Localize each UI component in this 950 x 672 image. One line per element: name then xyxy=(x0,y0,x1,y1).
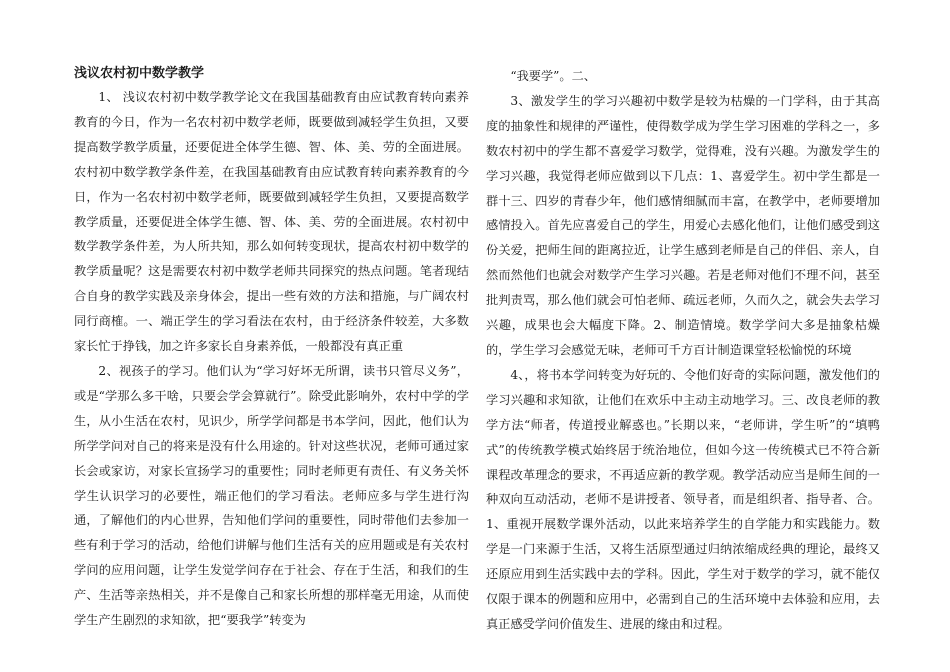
document-title: 浅议农村初中数学教学 xyxy=(74,66,205,81)
left-column xyxy=(74,64,469,633)
paragraph-3: 3、激发学生的学习兴趣初中数学是较为枯燥的一门学科，由于其高度的抽象性和规律的严谨性，使得数学成为学生学习困难的学科之一，多数农村初中的学生都不喜爱学习数学，觉得难，没有兴趣。为激发学生的学习兴趣，我觉得老师应做到以下几点：1、喜爱学生。初中学生都是一群十三、四岁的青春少年，他们感情细腻而丰富，在教学中，老师要增加感情投入。首先应喜爱自己的学生，用爱心去感化他们，让他们感受到这份关爱，把师生间的距离拉近，让学生感到老师是自己的伴侣、亲人，自然而然他们也就会对数学产生学习兴趣。若是老师对他们不理不问，甚至批判责骂，那么他们就会可怕老师、疏远老师，久而久之，就会失去学习兴趣，成果也会大幅度下降。2、制造情境。数学学问大多是抽象枯燥的，学生学习会感觉无味，老师可千方百计制造课堂轻松愉悦的环境 xyxy=(486,93,880,357)
paragraph-2: 2、视孩子的学习。他们认为“学习好坏无所谓，读书只管尽义务”，或是“学那么多干啥，只要会学会算就行”。除受此影响外，农村中学的学生，从小生活在农村，见识少，所学学问都是书本学问，因此，他们认为所学学问对自己的将来是没有什么用途的。针对这些状况，老师可通过家长会或家访，对家长宣扬学习的重要性；同时老师更有责任、有义务关怀学生认识学习的必要性，端正他们的学习看法。老师应多与学生进行沟通，了解他们的内心世界，告知他们学问的重要性，同时带他们去参加一些有利于学习的活动，给他们讲解与他们生活有关的应用题或是有关农村学问的应用问题，让学生发觉学问存在于社会、存在于生活，和我们的生产、生活等亲热相关，并不是像自己和家长所想的那样毫无用途，从而使学生产生剧烈的求知欲，把“要我学”转变为 xyxy=(74,363,469,628)
paragraph-2-continued: “我要学”。二、 xyxy=(510,69,596,83)
paragraph-1: 1、 浅议农村初中数学教学论文在我国基础教育由应试教育转向素养教育的今日，作为一名农村初中数学老师，既要做到减轻学生负担，又要提高数学教学质量，还要促进全体学生德、智、体、美、劳的全面进展。农村初中数学教学条件差，在我国基础教育由应试教育转向素养教育的今日，作为一名农村初中数学老师，既要做到减轻学生负担，又要提高数学教学质量，还要促进全体学生德、智、体、美、劳的全面进展。农村初中数学教学条件差，为人所共知，那么如何转变现状，提高农村初中数学的教学质量呢？这是需要农村初中数学老师共同探究的热点问题。笔者现结合自身的教学实践及亲身体会，提出一些有效的方法和措施，与广阔农村同行商榷。一、端正学生的学习看法在农村，由于经济条件较差，大多数家长忙于挣钱，加之许多家长自身素养低，一般都没有真正重 xyxy=(74,90,469,354)
paragraph-4: 4、，将书本学问转变为好玩的、令他们好奇的实际问题，激发他们的学习兴趣和求知欲，让他们在欢乐中主动主动地学习。三、改良老师的教学方法“师者，传道授业解惑也。”长期以来，“老师讲，学生听”的“填鸭式”的传统教学模式始终居于统治地位，但如今这一传统模式已不符合新课程改革理念的要求，不再适应新的教学观。教学活动应当是师生间的一种双向互动活动，老师不是讲授者、领导者，而是组织者、指导者、合。1、重视开展数学课外活动，以此来培养学生的自学能力和实践能力。数学是一门来源于生活，又将生活原型通过归纳浓缩成经典的理论，最终又还原应用到生活实践中去的学科。因此，学生对于数学的学习，就不能仅仅限于课本的例题和应用中，必需到自己的生活环境中去体验和应用，去真正感受学问价值发生、进展的缘由和过程。 xyxy=(486,367,880,631)
right-column xyxy=(486,64,880,637)
